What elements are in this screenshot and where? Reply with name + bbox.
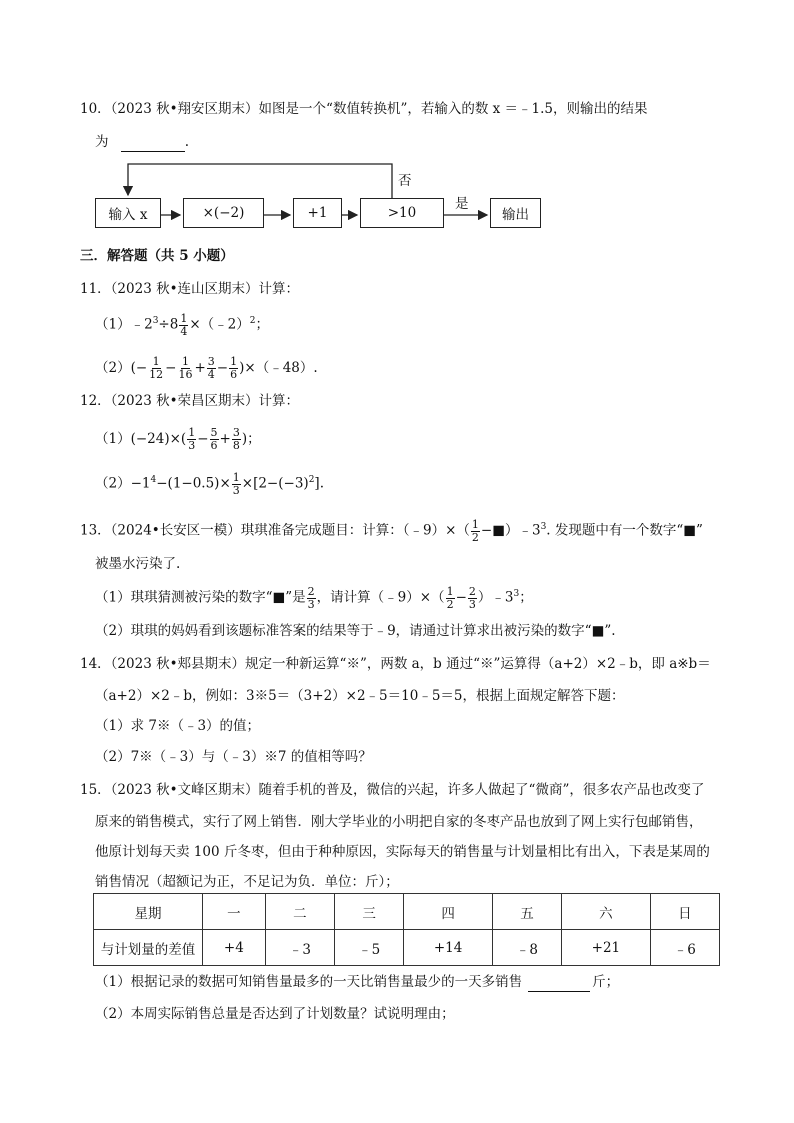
q13-l1-exp: 3 xyxy=(540,522,547,532)
q12-p1-frac3 xyxy=(232,427,241,452)
q12-p2-b: −(1−0.5)× xyxy=(156,475,231,492)
q13-p1-end: ； xyxy=(519,589,533,606)
q12-p2-a: （2）−1 xyxy=(95,475,151,492)
q13-p1-n1: 1 xyxy=(446,584,454,598)
flow-input-label: 输入 x xyxy=(108,207,148,223)
q12-p1-a: （1）(−24)×( xyxy=(95,431,187,447)
q11-p1-a: （1）﹣2 xyxy=(95,316,153,333)
q13-p1-frac2 xyxy=(468,586,477,611)
sales-table-cell: +14 xyxy=(404,930,493,966)
q13-l1-frac xyxy=(471,519,480,544)
q12-p1-end: )； xyxy=(241,431,261,447)
q11-p2-a: （2）( xyxy=(95,360,136,376)
q11-p2-frac3 xyxy=(207,356,216,381)
q15-line3: 他原计划每天卖 100 斤冬枣，但由于种种原因，实际每天的销售量与计划量相比有出入，下表是某周的 xyxy=(95,844,710,860)
sales-table-cell: ﹣5 xyxy=(335,930,404,966)
flow-multiply-label: ×(−2) xyxy=(202,205,245,221)
flow-box-multiply xyxy=(183,198,264,228)
q13-p1-c: ）﹣3 xyxy=(477,589,514,606)
q14-line1: 14．（2023 秋•郏县期末）规定一种新运算“※”，两数 a，b 通过“※”运算得（a+2）×2﹣b，即 a※b＝ xyxy=(80,656,711,672)
flow-compare-label: >10 xyxy=(387,205,417,221)
section-heading: 三．解答题（共 5 小题） xyxy=(80,248,234,264)
q11-p2-n3: 3 xyxy=(207,355,215,368)
q11-part1 xyxy=(95,312,269,338)
q13-l1-a: 13．（2024•长安区一模）琪琪准备完成题目：计算：（﹣9）×（ xyxy=(80,522,470,539)
sales-table-header-cell: 一 xyxy=(203,894,266,930)
q12-p2-exp: 4 xyxy=(150,475,157,485)
q12-p1-frac2 xyxy=(210,427,219,452)
q11-p1-frac xyxy=(179,313,188,338)
sales-table-header-cell: 六 xyxy=(562,894,651,930)
q15-line4: 销售情况（超额记为正，不足记为负．单位：斤）； xyxy=(95,874,399,890)
sales-table-cell: 与计划量的差值 xyxy=(94,930,203,966)
q12-p1-frac1 xyxy=(187,427,196,452)
q10-line2-prefix: 为 xyxy=(95,134,109,150)
q11-p2-d1: 12 xyxy=(149,368,164,381)
q14-part1: （1）求 7※（﹣3）的值； xyxy=(95,718,261,734)
q12-p1-plus: + xyxy=(219,431,231,447)
q13-line1 xyxy=(80,518,703,544)
q11-p2-n1: 1 xyxy=(152,355,160,368)
q11-p1-b: ÷8 xyxy=(158,316,179,333)
flow-add-label: +1 xyxy=(307,205,328,221)
q13-p1-n2: 2 xyxy=(468,584,476,598)
q13-l1-c: . 发现题中有一个数字“■” xyxy=(546,522,703,539)
q15-part1 xyxy=(95,973,619,992)
q12-p1-d1: 3 xyxy=(188,439,196,452)
q15-line1: 15．（2023 秋•文峰区期末）随着手机的普及，微信的兴起，许多人做起了“微商”，很多农产品也改变了 xyxy=(80,782,705,798)
flow-box-compare xyxy=(360,198,444,228)
q10-line1: 10．（2023 秋•翔安区期末）如图是一个“数值转换机”，若输入的数 x ＝﹣1.5，则输出的结果 xyxy=(80,101,648,117)
flow-box-output xyxy=(490,198,541,228)
flow-yes-label: 是 xyxy=(455,196,469,212)
sales-table-header-cell: 三 xyxy=(335,894,404,930)
q11-p2-d4: 6 xyxy=(230,368,238,381)
q11-p1-c: ×（﹣2） xyxy=(189,316,250,333)
q12-stem: 12．（2023 秋•荣昌区期末）计算： xyxy=(80,393,300,409)
q14-part2: （2）7※（﹣3）与（﹣3）※7 的值相等吗？ xyxy=(95,749,372,765)
q13-p1-b: ，请计算（﹣9）×（ xyxy=(316,589,445,606)
q13-p1-den: 3 xyxy=(307,597,315,611)
flow-box-input xyxy=(95,198,161,228)
sales-table-cell: ﹣6 xyxy=(650,930,719,966)
q15-answer-blank[interactable] xyxy=(528,973,590,992)
q11-p2-end: )×（﹣48）. xyxy=(239,360,318,376)
q13-l1-b: −■）﹣3 xyxy=(480,522,541,539)
q11-p2-plus: + xyxy=(194,360,206,376)
q12-p1-d2: 6 xyxy=(210,439,218,452)
flow-no-label: 否 xyxy=(398,173,412,189)
q13-p1-d2: 3 xyxy=(468,597,476,611)
q14-line2: （a+2）×2﹣b，例如：3※5＝（3+2）×2﹣5＝10﹣5＝5，根据上面规定解答下题： xyxy=(95,688,625,704)
flow-box-add xyxy=(293,198,342,228)
sales-table-header-cell: 五 xyxy=(492,894,561,930)
q11-p2-frac4 xyxy=(229,356,238,381)
q15-part2: （2）本周实际销售总量是否达到了计划数量？试说明理由； xyxy=(95,1006,455,1022)
sales-table-header-cell: 二 xyxy=(265,894,334,930)
q13-p1-a: （1）琪琪猜测被污染的数字“■”是 xyxy=(95,589,306,606)
sales-table-header-cell: 四 xyxy=(404,894,493,930)
sales-table-header-row xyxy=(94,894,720,930)
q11-p2-n2: 1 xyxy=(181,355,189,368)
q11-p1-exp: 3 xyxy=(152,316,159,326)
q13-p1-exp: 3 xyxy=(513,589,520,599)
q13-p1-frac1 xyxy=(446,586,455,611)
q12-part2 xyxy=(95,471,324,497)
q11-p2-frac2 xyxy=(177,356,193,381)
sales-table-cell: +4 xyxy=(203,930,266,966)
sales-table xyxy=(93,893,720,966)
q11-p2-d2: 16 xyxy=(178,368,193,381)
q12-p1-n3: 3 xyxy=(232,426,240,439)
q12-p2-end: ]. xyxy=(314,475,324,492)
flow-output-label: 输出 xyxy=(502,207,529,223)
q12-part1: （1）(−24)×( $\frac{1}{3}$ − $\frac{5}{6}$ + $\frac{3}{8}$ )； xyxy=(95,426,261,452)
q12-p1-d3: 8 xyxy=(232,439,240,452)
q15-p1-a: （1）根据记录的数据可知销售量最多的一天比销售量最少的一天多销售 xyxy=(95,974,523,990)
q11-p1-exp2: 2 xyxy=(249,316,256,326)
sales-table-cell: ﹣3 xyxy=(265,930,334,966)
q13-l1-num: 1 xyxy=(471,517,479,531)
q11-p2-d3: 4 xyxy=(207,368,215,381)
q12-p2-num: 1 xyxy=(232,470,240,484)
q13-p1-num: 2 xyxy=(307,584,315,598)
q15-p1-b: 斤； xyxy=(592,974,620,990)
q11-p2-n4: 1 xyxy=(230,355,238,368)
q13-p1-frac xyxy=(307,586,316,611)
q13-l1-den: 2 xyxy=(471,530,479,544)
sales-table-cell: ﹣8 xyxy=(492,930,561,966)
q12-p2-den: 3 xyxy=(232,483,240,497)
q12-p2-frac xyxy=(232,472,241,497)
q15-line2: 原来的销售模式，实行了网上销售．刚大学毕业的小明把自家的冬枣产品也放到了网上实行包邮销售， xyxy=(95,814,703,830)
q13-p1-d1: 2 xyxy=(446,597,454,611)
q11-stem: 11．（2023 秋•连山区期末）计算： xyxy=(80,281,300,297)
sales-table-row xyxy=(94,930,720,966)
sales-table-header-cell: 星期 xyxy=(94,894,203,930)
q13-line2: 被墨水污染了. xyxy=(95,556,181,572)
q11-part2: （2）(− $\frac{1}{12}$ − $\frac{1}{16}$ + $\frac{3}{4}$ − $\frac{1}{6}$ )×（﹣48）. xyxy=(95,355,318,381)
arrow-no-loop xyxy=(128,164,392,198)
q11-p1-end: ； xyxy=(255,316,269,333)
q10-line2-suffix: . xyxy=(184,134,190,150)
q12-p1-n1: 1 xyxy=(188,426,196,439)
sales-table-cell: +21 xyxy=(562,930,651,966)
q12-p2-c: ×[2−(−3) xyxy=(241,475,309,492)
q13-part1: （1）琪琪猜测被污染的数字“■”是 $\frac{2}{3}$ ，请计算（﹣9）×（ $\frac{1}{2}$ − $\frac{2}{3}$ ）$﹣3^3$； xyxy=(95,584,533,611)
q13-part2: （2）琪琪的妈妈看到该题标准答案的结果等于﹣9，请通过计算求出被污染的数字“■”. xyxy=(95,623,616,639)
sales-table-header-cell: 日 xyxy=(650,894,719,930)
q11-p1-num: 1 xyxy=(180,311,188,325)
q12-p2-exp2: 2 xyxy=(308,475,315,485)
q12-p1-n2: 5 xyxy=(210,426,218,439)
q11-p2-frac1 xyxy=(148,356,164,381)
q11-p1-den: 4 xyxy=(180,324,188,338)
